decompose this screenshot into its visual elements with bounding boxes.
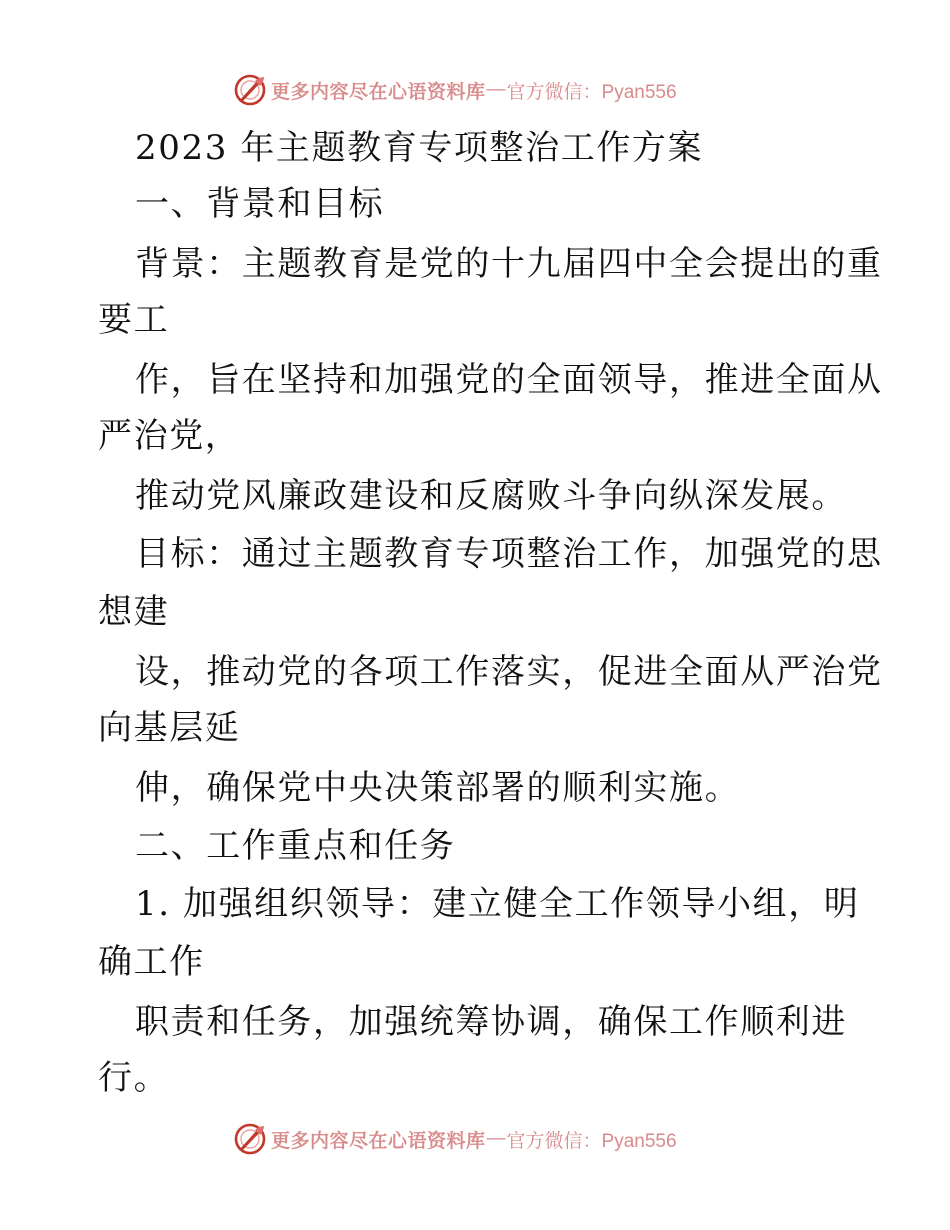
paragraph-line: 伸，确保党中央决策部署的顺利实施。	[135, 768, 741, 808]
watermark-main-text: 更多内容尽在心语资料库	[271, 80, 486, 103]
quill-circle-logo-icon	[233, 1122, 267, 1156]
paragraph-line: 严治党，	[98, 416, 241, 456]
watermark-main-text: 更多内容尽在心语资料库	[271, 1129, 486, 1152]
watermark-wechat-text: 官方微信：Pyan556	[506, 81, 677, 103]
document-title: 2023 年主题教育专项整治工作方案	[135, 128, 704, 168]
footer-watermark	[233, 1121, 713, 1157]
paragraph-line: 1. 加强组织领导：建立健全工作领导小组，明	[135, 884, 860, 924]
paragraph-line: 确工作	[98, 942, 205, 982]
paragraph-line: 设，推动党的各项工作落实，促进全面从严治党	[135, 652, 883, 692]
paragraph-line: 想建	[98, 592, 170, 632]
quill-circle-logo-icon	[233, 73, 267, 107]
paragraph-line: 目标：通过主题教育专项整治工作，加强党的思	[135, 534, 883, 574]
paragraph-line: 背景：主题教育是党的十九届四中全会提出的重	[135, 244, 883, 284]
paragraph-line: 行。	[98, 1058, 170, 1098]
paragraph-line: 推动党风廉政建设和反腐败斗争向纵深发展。	[135, 476, 847, 516]
paragraph-line: 作，旨在坚持和加强党的全面领导，推进全面从	[135, 360, 883, 400]
paragraph-line: 要工	[98, 300, 170, 340]
section-heading-focus-tasks: 二、工作重点和任务	[135, 826, 456, 866]
watermark-dash: —	[486, 79, 506, 100]
watermark-wechat-text: 官方微信：Pyan556	[506, 1130, 677, 1152]
watermark-dash: —	[486, 1128, 506, 1149]
section-heading-background-goals: 一、背景和目标	[135, 184, 385, 224]
paragraph-line: 向基层延	[98, 708, 241, 748]
paragraph-line: 职责和任务，加强统筹协调，确保工作顺利进	[135, 1002, 847, 1042]
header-watermark	[233, 72, 713, 108]
